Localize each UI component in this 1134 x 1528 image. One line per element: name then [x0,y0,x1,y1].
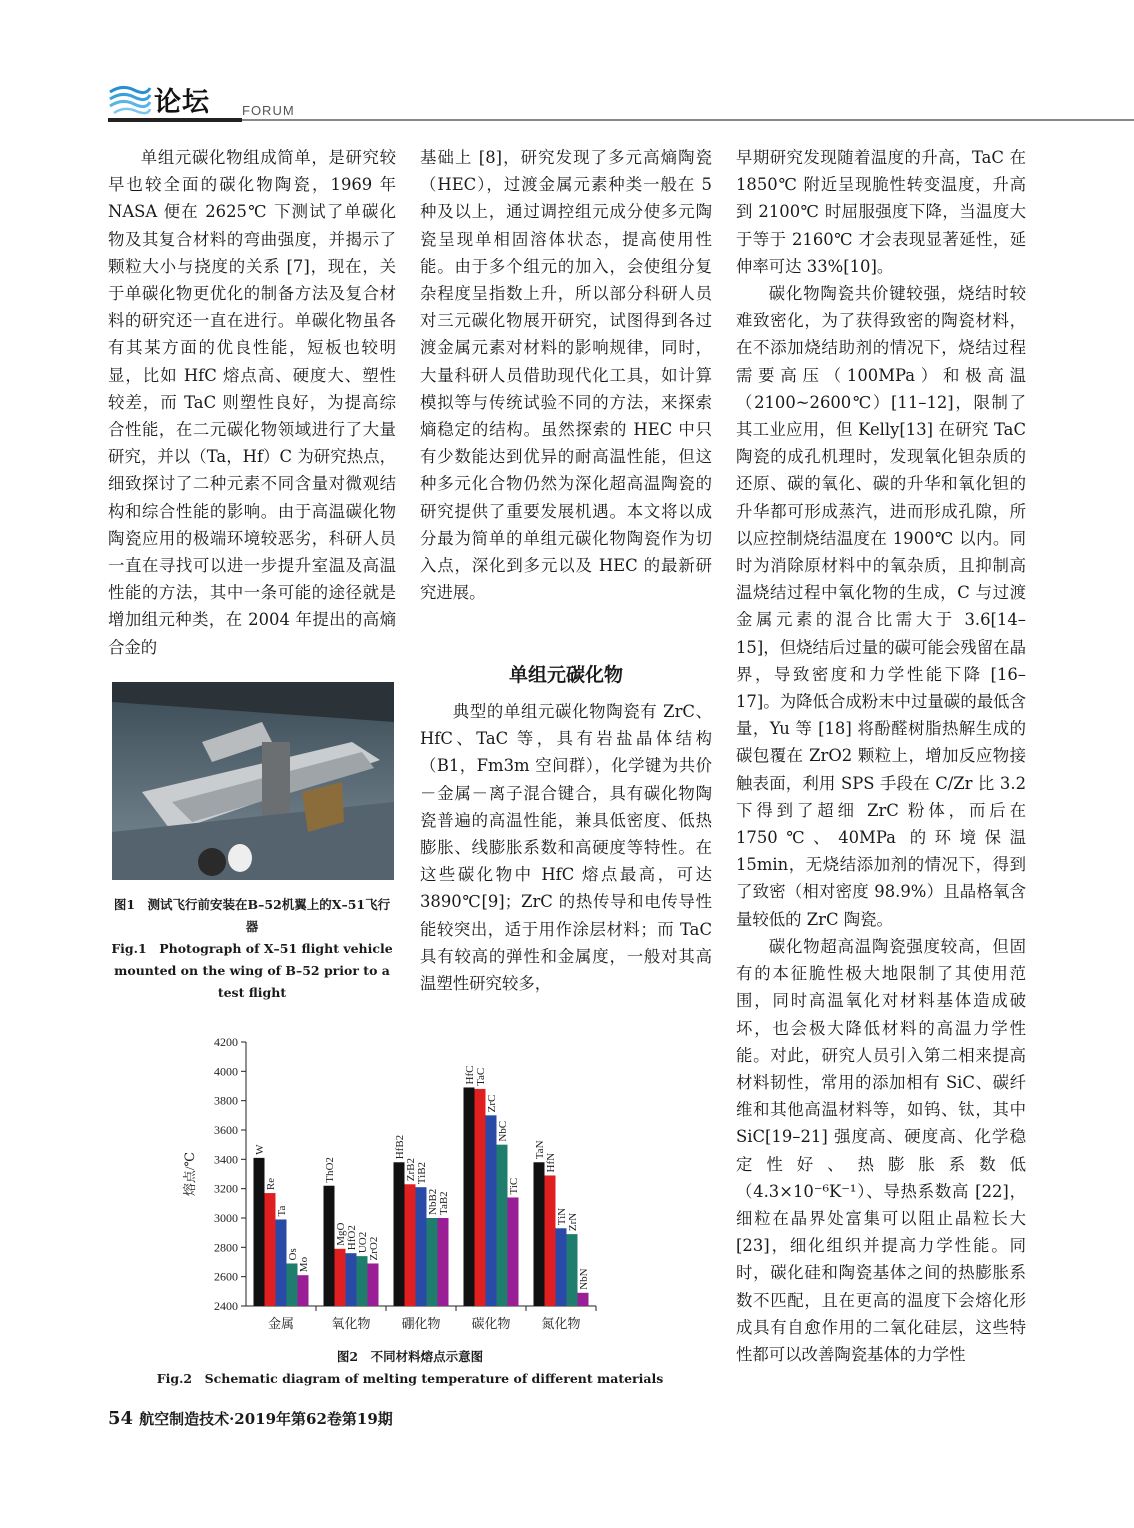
y-axis-label: 熔点/℃ [182,1151,197,1197]
paragraph: 碳化物陶瓷共价键较强，烧结时较难致密化，为了获得致密的陶瓷材料，在不添加烧结助剂的情况下，烧结过程需要高压（100MPa）和极高温（2100~2600℃）[11–12]，限制了其工业应用，但 Kelly[13] 在研究 TaC 陶瓷的成孔机理时，发现氧化钽杂质的还原、碳的氧化、碳的升华和氧化钽的升华都可形成蒸汽，进而形成孔隙，所以应控制烧结温度在 1900℃ 以内。同时为消除原材料中的氧杂质，且抑制高温烧结过程中氧化物的生成，C 与过渡金属元素的混合比需大于 3.6[14–15]，但烧结后过量的碳可能会残留在晶界，导致密度和力学性能下降 [16–17]。为降低合成粉末中过量碳的最低含量，Yu 等 [18] 将酚醛树脂热解生成的碳包覆在 ZrO2 颗粒上，增加反应物接触表面，利用 SPS 手段在 C/Zr 比 3.2 下得到了超细 ZrC 粉体，而后在 1750℃、40MPa 的环境保温 15min，无烧结添加剂的情况下，得到了致密（相对密度 98.9%）且晶格氧含量较低的 ZrC 陶瓷。 [736,284,1026,929]
bar-label: TiB2 [416,1161,428,1185]
bar-label: TiC [508,1177,520,1195]
bar-label: HfO2 [346,1225,358,1251]
bar-label: NbB2 [427,1188,439,1215]
figure-1-photo [112,682,394,880]
y-tick-label: 4200 [214,1035,238,1049]
bar [254,1158,265,1306]
bar-label: TaC [475,1067,487,1086]
column-2-lower [420,698,712,997]
bar [486,1115,497,1306]
bar [265,1193,276,1306]
page-number: 54 [108,1408,134,1429]
bar [416,1187,427,1306]
bar [357,1256,368,1306]
paragraph: 早期研究发现随着温度的升高，TaC 在 1850℃ 附近呈现脆性转变温度，升高到 2100℃ 时屈服强度下降，当温度大于等于 2160℃ 才会表现显著延性，延伸率可达 33%[10]。 [736,148,1026,276]
y-tick-label: 2400 [214,1299,238,1313]
figure-2-caption [108,1346,712,1390]
bar [578,1293,589,1306]
bar-label: TaB2 [438,1191,450,1215]
bar-label: Re [265,1177,277,1191]
paragraph: 单组元碳化物组成简单，是研究较早也较全面的碳化物陶瓷，1969 年 NASA 便在 2625℃ 下测试了单碳化物及其复合材料的弯曲强度，并揭示了颗粒大小与挠度的关系 [7]，现在，关于单碳化物更优化的制备方法及复合材料的研究还一直在进行。单碳化物虽各有其某方面的优良性能，短板也较明显，比如 HfC 熔点高、硬度大、塑性较差，而 TaC 则塑性良好，为提高综合性能，在二元碳化物领域进行了大量研究，并以（Ta，Hf）C 为研究热点，细致探讨了二种元素不同含量对微观结构和综合性能的影响。由于高温碳化物陶瓷应用的极端环境较恶劣，科研人员一直在寻找可以进一步提升室温及高温性能的方法，其中一条可能的途径就是增加组元种类，在 2004 年提出的高熵合金的 [108,148,396,657]
bar-label: ZrN [567,1212,579,1232]
caption-en: Fig.2 Schematic diagram of melting temperature of different materials [156,1371,664,1386]
y-tick-label: 3800 [214,1093,238,1108]
bar [335,1249,346,1306]
forum-logo-icon [108,82,152,116]
section-title: 论坛 [154,87,210,118]
bar-label: Ta [276,1205,288,1217]
paragraph: 典型的单组元碳化物陶瓷有 ZrC、HfC、TaC 等，具有岩盐晶体结构（B1，Fm3m 空间群），化学键为共价－金属－离子混合键合，具有碳化物陶瓷普遍的高温性能，兼具低密度、低热膨胀、线膨胀系数和高硬度等特性。在这些碳化物中 HfC 熔点最高，可达 3890℃[9]；ZrC 的热传导和电传导性能较突出，适于用作涂层材料；而 TaC 具有较高的弹性和金属度，一般对其高温塑性研究较多， [420,702,712,994]
bar-label: W [254,1144,266,1155]
section-subtitle: FORUM [242,103,295,118]
bar [405,1184,416,1306]
paragraph: 基础上 [8]，研究发现了多元高熵陶瓷（HEC），过渡金属元素种类一般在 5 种及以上，通过调控组元成分使多元陶瓷呈现单相固溶体状态，提高使用性能。由于多个组元的加入，会使组分复杂程度呈指数上升，所以部分科研人员对三元碳化物展开研究，试图得到各过渡金属元素对材料的影响规律，同时，大量科研人员借助现代化工具，如计算模拟等与传统试验不同的方法，来探索熵稳定的结构。虽然探索的 HEC 中只有少数能达到优异的耐高温性能，但这种多元化合物仍然为深化超高温陶瓷的研究提供了重要发展机遇。本文将以成分最为简单的单组元碳化物陶瓷作为切入点，深化到多元以及 HEC 的最新研究进展。 [420,148,712,603]
bar-label: HfB2 [394,1134,406,1160]
bar [287,1263,298,1306]
bar [497,1145,508,1306]
y-tick-label: 3600 [214,1123,238,1137]
journal-info: 航空制造技术·2019年第62卷第19期 [139,1410,393,1428]
bar [368,1263,379,1306]
header-rule-dark [108,118,242,122]
bar [464,1087,475,1306]
caption-cn: 图1 测试飞行前安装在B–52机翼上的X–51飞行器 [113,897,391,934]
column-1 [108,144,396,661]
y-tick-label: 3200 [214,1181,238,1196]
bar [276,1219,287,1306]
category-label: 硼化物 [401,1316,441,1331]
bar-label: NbC [497,1120,509,1142]
column-3 [736,144,1026,1368]
category-label: 碳化物 [471,1316,511,1331]
bar [298,1275,309,1306]
bar [427,1218,438,1306]
y-tick-label: 3000 [214,1211,238,1225]
category-label: 金属 [267,1316,295,1331]
bar-label: HfC [464,1065,476,1085]
bar [346,1253,357,1306]
y-tick-label: 2800 [214,1240,238,1255]
page-footer [108,1408,393,1429]
y-tick-label: 3400 [214,1152,238,1167]
bar [567,1234,578,1306]
bar-label: UO2 [357,1231,369,1254]
bar-label: ZrC [486,1094,498,1113]
bar-label: TiN [556,1207,568,1226]
bar [508,1197,519,1306]
bar-label: MgO [335,1222,347,1246]
caption-cn: 图2 不同材料熔点示意图 [336,1349,484,1364]
paragraph: 碳化物超高温陶瓷强度较高，但固有的本征脆性极大地限制了其使用范围，同时高温氧化对材料基体造成破坏，也会极大降低材料的高温力学性能。对此，研究人员引入第二相来提高材料韧性，常用的添加相有 SiC、碳纤维和其他高温材料等，如钨、钛，其中 SiC[19–21] 强度高、硬度高、化学稳定性好、热膨胀系数低（4.3×10⁻⁶K⁻¹）、导热系数高 [22]，细粒在晶界处富集可以阻止晶粒长大 [23]，细化组织并提高力学性能。同时，碳化硅和陶瓷基体之间的热膨胀系数不匹配，且在更高的温度下会熔化形成具有自愈作用的二氧化硅层，这些特性都可以改善陶瓷基体的力学性 [736,936,1026,1364]
header-rule [242,119,1134,121]
bar [324,1186,335,1306]
y-tick-label: 2600 [214,1269,238,1284]
y-tick-label: 4000 [214,1064,238,1079]
bar-label: TaN [534,1140,546,1160]
bar-label: NbN [578,1268,590,1290]
melting-point-chart [176,1030,606,1336]
column-2 [420,144,712,606]
bar [534,1162,545,1306]
bar-label: ZrB2 [405,1158,417,1182]
bar [475,1089,486,1306]
category-label: 氮化物 [541,1316,581,1331]
figure-1-caption [108,894,396,1004]
bar-label: ZrO2 [368,1236,380,1261]
bar [545,1175,556,1306]
bar [394,1162,405,1306]
caption-en: Fig.1 Photograph of X–51 flight vehicle mounted on the wing of B–52 prior to a test flight [111,941,393,1000]
section-heading: 单组元碳化物 [508,664,623,686]
bar-label: HfN [545,1152,557,1173]
bar [556,1228,567,1306]
bar-label: Os [287,1248,299,1261]
bar [438,1218,449,1306]
bar-label: ThO2 [324,1157,336,1183]
bar-label: Mo [298,1256,310,1273]
category-label: 氧化物 [331,1316,371,1331]
